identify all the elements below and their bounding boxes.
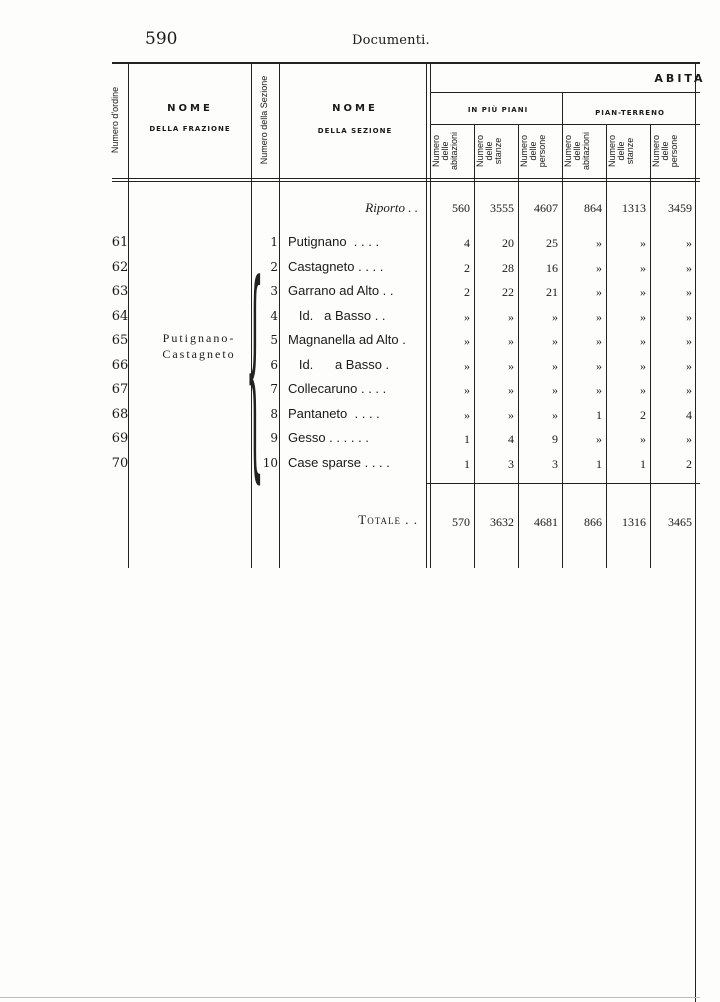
row-value: » bbox=[596, 432, 602, 446]
totale-value: 1316 bbox=[622, 515, 646, 529]
col-rule-3 bbox=[279, 62, 280, 568]
header-numero-sezione: Numero della Sezione bbox=[259, 75, 269, 165]
row-value: » bbox=[596, 261, 602, 275]
row-value: » bbox=[640, 236, 646, 250]
row-value: 2 bbox=[640, 408, 646, 422]
row-value: » bbox=[640, 334, 646, 348]
row-value: » bbox=[552, 408, 558, 422]
header-numero-ordine: Numero d'ordine bbox=[110, 86, 120, 154]
row-value: » bbox=[552, 359, 558, 373]
section-number: 4 bbox=[270, 309, 278, 323]
row-value: » bbox=[686, 285, 692, 299]
row-value: » bbox=[686, 432, 692, 446]
row-value: » bbox=[640, 261, 646, 275]
row-value: » bbox=[640, 359, 646, 373]
row-value: 21 bbox=[546, 285, 558, 299]
row-value: 2 bbox=[686, 457, 692, 471]
header-bottom-rule bbox=[112, 178, 700, 179]
riporto-label: Riporto . . bbox=[365, 200, 418, 215]
riporto-value: 560 bbox=[452, 201, 470, 215]
row-value: 25 bbox=[546, 236, 558, 250]
header-col-stanze-1: Numero delle stanze bbox=[475, 135, 503, 168]
header-della-frazione: DELLA FRAZIONE bbox=[149, 125, 231, 133]
section-name: Case sparse . . . . bbox=[288, 455, 390, 470]
section-number: 6 bbox=[270, 358, 278, 372]
brace-icon: { bbox=[246, 236, 264, 503]
row-value: » bbox=[686, 383, 692, 397]
header-nome-sezione: NOME bbox=[332, 103, 378, 114]
row-value: 1 bbox=[464, 457, 470, 471]
riporto-value: 864 bbox=[584, 201, 602, 215]
totale-label: Totale . . bbox=[358, 512, 418, 527]
running-head: Documenti. bbox=[352, 33, 430, 48]
row-value: 22 bbox=[502, 285, 514, 299]
row-value: » bbox=[508, 310, 514, 324]
row-value: » bbox=[686, 261, 692, 275]
row-value: » bbox=[596, 359, 602, 373]
totale-value: 866 bbox=[584, 515, 602, 529]
row-value: 28 bbox=[502, 261, 514, 275]
section-name: Castagneto . . . . bbox=[288, 259, 384, 274]
row-value: 1 bbox=[596, 408, 602, 422]
row-value: » bbox=[596, 383, 602, 397]
totale-value: 3632 bbox=[490, 515, 514, 529]
row-value: » bbox=[640, 310, 646, 324]
row-number: 70 bbox=[111, 456, 129, 471]
header-abitazioni: ABITA bbox=[654, 72, 706, 85]
col-rule-10 bbox=[650, 124, 651, 568]
row-value: » bbox=[464, 334, 470, 348]
total-rule bbox=[426, 483, 700, 484]
riporto-value: 4607 bbox=[534, 201, 558, 215]
section-number: 5 bbox=[270, 333, 278, 347]
header-col-abitazioni-2: Numero delle abitazioni bbox=[563, 131, 591, 171]
totale-value: 4681 bbox=[534, 515, 558, 529]
row-value: 16 bbox=[546, 261, 558, 275]
row-value: » bbox=[640, 285, 646, 299]
riporto-value: 1313 bbox=[622, 201, 646, 215]
section-name: Garrano ad Alto . . bbox=[288, 283, 394, 298]
frazione-name-line2: Castagneto bbox=[162, 347, 236, 361]
section-name: Id. a Basso . . bbox=[288, 308, 386, 323]
row-value: » bbox=[596, 310, 602, 324]
section-name: Magnanella ad Alto . bbox=[288, 332, 406, 347]
row-value: » bbox=[552, 383, 558, 397]
row-value: » bbox=[552, 310, 558, 324]
section-number: 3 bbox=[270, 284, 278, 298]
row-value: 20 bbox=[502, 236, 514, 250]
table-top-rule bbox=[112, 62, 700, 64]
row-number: 68 bbox=[111, 407, 129, 422]
row-value: » bbox=[464, 359, 470, 373]
section-name: Pantaneto . . . . bbox=[288, 406, 380, 421]
row-value: » bbox=[596, 285, 602, 299]
row-value: » bbox=[686, 310, 692, 324]
row-number: 69 bbox=[111, 431, 129, 446]
section-number: 10 bbox=[262, 456, 278, 470]
row-value: » bbox=[686, 359, 692, 373]
row-value: 4 bbox=[508, 432, 514, 446]
row-value: 1 bbox=[596, 457, 602, 471]
riporto-value: 3555 bbox=[490, 201, 514, 215]
section-number: 8 bbox=[270, 407, 278, 421]
row-value: » bbox=[640, 432, 646, 446]
section-number: 1 bbox=[270, 235, 278, 249]
row-value: » bbox=[508, 408, 514, 422]
header-col-persone-1: Numero delle persone bbox=[519, 134, 547, 168]
row-value: » bbox=[596, 334, 602, 348]
row-value: 3 bbox=[552, 457, 558, 471]
totale-value: 3465 bbox=[668, 515, 692, 529]
row-value: » bbox=[686, 334, 692, 348]
header-col-abitazioni-1: Numero delle abitazioni bbox=[431, 131, 459, 171]
row-value: 2 bbox=[464, 261, 470, 275]
row-value: » bbox=[552, 334, 558, 348]
riporto-value: 3459 bbox=[668, 201, 692, 215]
col-rule-4 bbox=[426, 62, 427, 568]
frazione-name-line1: Putignano- bbox=[162, 331, 236, 345]
section-name: Collecaruno . . . . bbox=[288, 381, 387, 396]
section-name: Gesso . . . . . . bbox=[288, 430, 369, 445]
header-col-stanze-2: Numero delle stanze bbox=[607, 135, 635, 168]
header-bottom-rule-2 bbox=[112, 181, 700, 182]
totale-value: 570 bbox=[452, 515, 470, 529]
row-value: » bbox=[508, 383, 514, 397]
row-number: 62 bbox=[111, 260, 129, 275]
header-nome-frazione: NOME bbox=[167, 103, 213, 114]
row-value: 4 bbox=[464, 236, 470, 250]
header-pian-terreno: PIAN-TERRENO bbox=[595, 109, 665, 117]
row-value: 3 bbox=[508, 457, 514, 471]
row-value: » bbox=[464, 408, 470, 422]
page-number: 590 bbox=[145, 29, 178, 49]
header-della-sezione: DELLA SEZIONE bbox=[317, 127, 393, 135]
row-value: » bbox=[640, 383, 646, 397]
row-number: 64 bbox=[111, 309, 129, 324]
row-value: » bbox=[508, 359, 514, 373]
row-value: 2 bbox=[464, 285, 470, 299]
row-number: 67 bbox=[111, 382, 129, 397]
row-number: 65 bbox=[111, 333, 129, 348]
row-value: » bbox=[464, 383, 470, 397]
page-bottom-edge bbox=[0, 997, 700, 998]
piani-sub-rule bbox=[430, 124, 700, 125]
row-number: 61 bbox=[111, 235, 129, 250]
row-value: » bbox=[464, 310, 470, 324]
section-name: Putignano . . . . bbox=[288, 234, 380, 249]
row-value: » bbox=[508, 334, 514, 348]
page-edge-rule bbox=[695, 62, 696, 1002]
header-in-piu-piani: IN PIÙ PIANI bbox=[467, 106, 529, 114]
row-number: 66 bbox=[111, 358, 129, 373]
section-name: Id. a Basso . bbox=[288, 357, 390, 372]
abitazioni-sub-rule bbox=[430, 92, 700, 93]
row-value: 1 bbox=[464, 432, 470, 446]
row-number: 63 bbox=[111, 284, 129, 299]
section-number: 9 bbox=[270, 431, 278, 445]
header-col-persone-2: Numero delle persone bbox=[651, 134, 679, 168]
section-number: 7 bbox=[270, 382, 278, 396]
row-value: 4 bbox=[686, 408, 692, 422]
section-number: 2 bbox=[270, 260, 278, 274]
row-value: » bbox=[596, 236, 602, 250]
row-value: 9 bbox=[552, 432, 558, 446]
row-value: 1 bbox=[640, 457, 646, 471]
row-value: » bbox=[686, 236, 692, 250]
